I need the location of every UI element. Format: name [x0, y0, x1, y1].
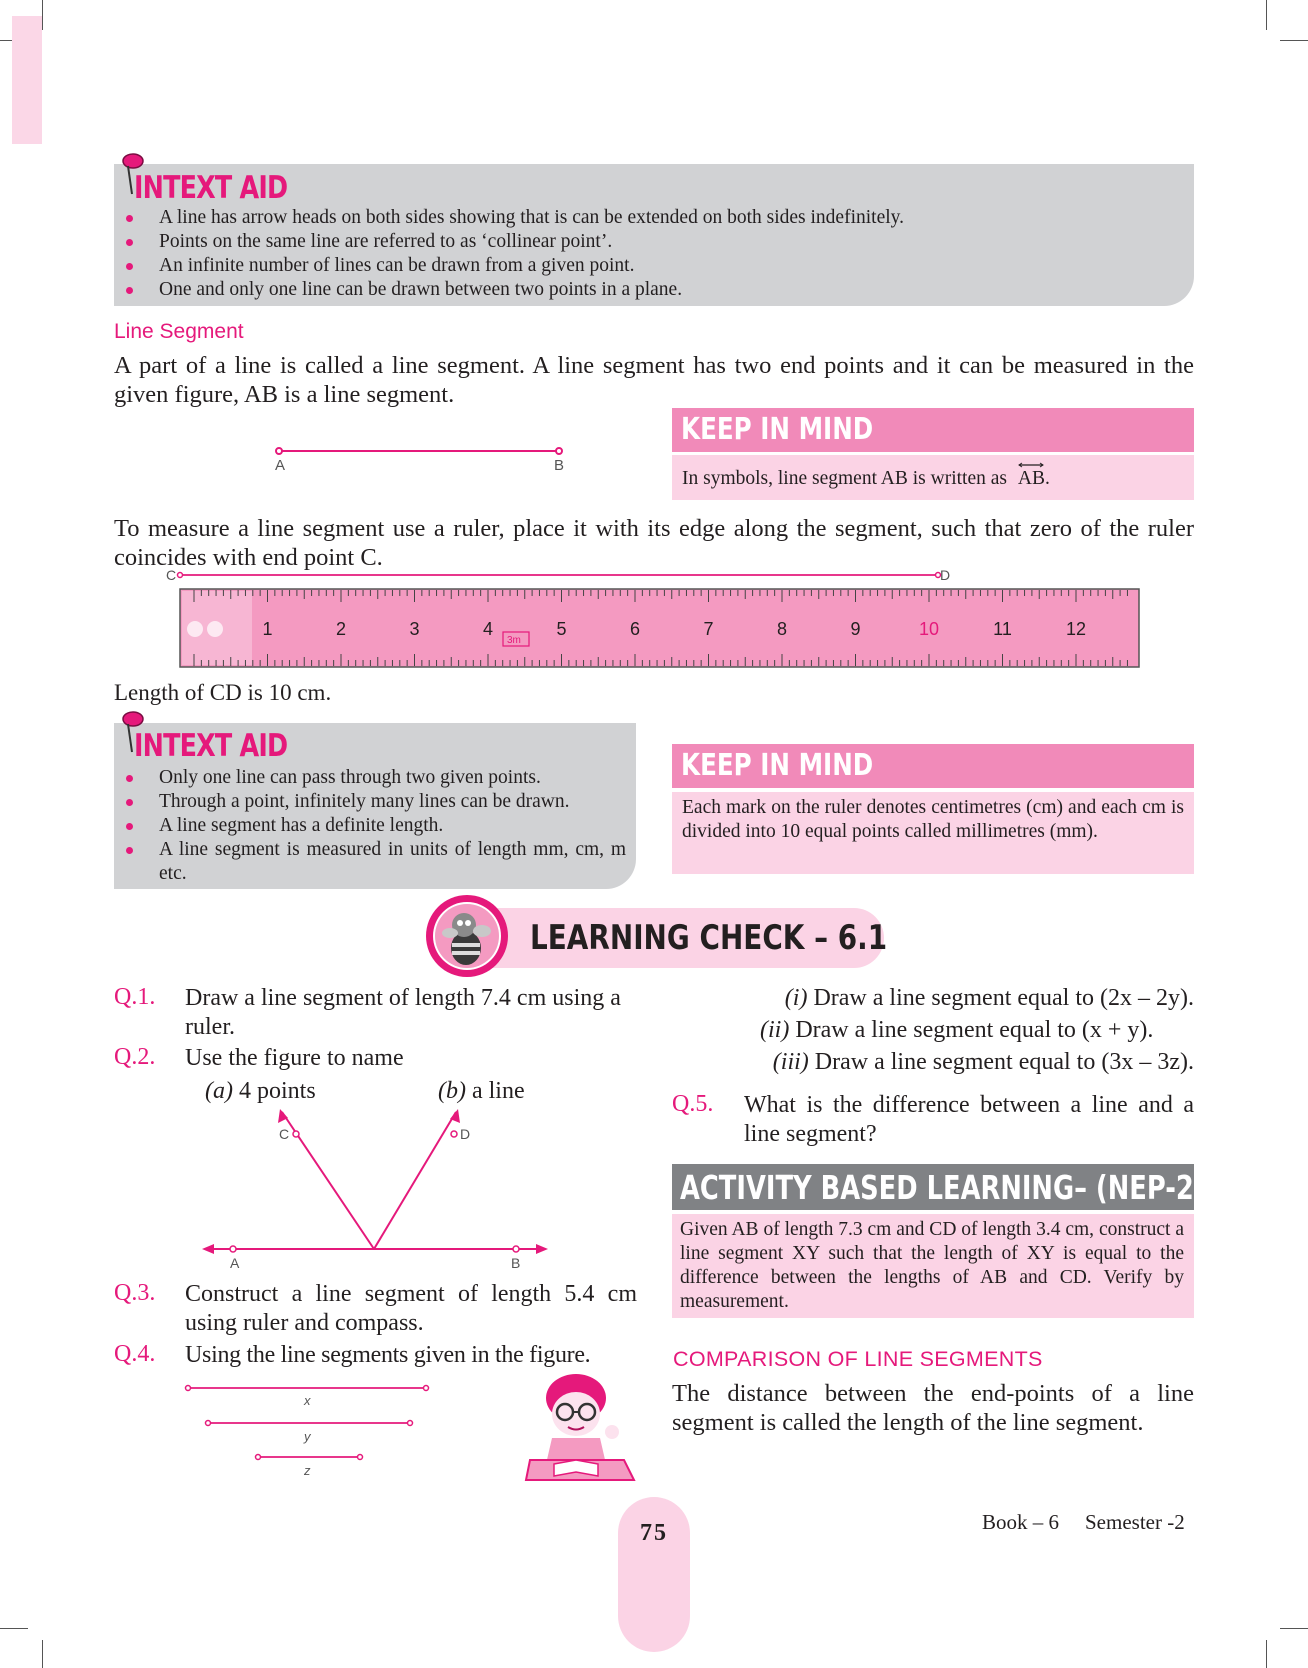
ruler-hole: [187, 621, 203, 637]
question-text: Use the figure to name: [185, 1045, 404, 1071]
ruler-number: 3: [409, 619, 420, 639]
line-segment-ab-figure: [262, 440, 582, 476]
ruler-number: 12: [1065, 619, 1087, 639]
ruler-number: 11: [993, 619, 1012, 639]
list-item: Through a point, infinitely many lines can be drawn.: [114, 790, 626, 814]
point-label-c: C: [279, 1126, 290, 1142]
intext-aid-list: [114, 766, 626, 886]
sub-label: (b): [438, 1078, 466, 1104]
ruler-number: 7: [703, 619, 714, 639]
page-edge-tab: [12, 16, 42, 144]
activity-title: ACTIVITY BASED LEARNING– (NEP-2020): [680, 1168, 1260, 1207]
list-item: One and only one line can be drawn between two points in a plane.: [114, 278, 1174, 302]
question-number: Q.3.: [114, 1280, 156, 1306]
sub-text: Draw a line segment equal to (2x – 2y).: [813, 985, 1194, 1011]
segment-symbol-text: AB: [1017, 468, 1045, 489]
list-item: A line has arrow heads on both sides showing that is can be extended on both sides indefinitely.: [114, 206, 1174, 230]
sub-label: (a): [205, 1078, 233, 1104]
sub-text: Draw a line segment equal to (x + y).: [795, 1017, 1154, 1043]
point-label-d: D: [940, 567, 951, 583]
point-label-a: A: [230, 1255, 240, 1271]
keep-in-mind-title: KEEP IN MIND: [681, 748, 874, 783]
crop-mark: [1266, 0, 1267, 30]
point-label-a: A: [275, 457, 286, 474]
question-text: Draw a line segment of length 7.4 cm using a ruler.: [185, 985, 621, 1040]
paragraph: To measure a line segment use a ruler, place it with its edge along the segment, such that zero of the ruler coincides with end point C.: [114, 515, 1194, 571]
question-text: Using the line segments given in the figure.: [185, 1342, 591, 1368]
crop-mark: [1266, 1640, 1267, 1668]
keep-in-mind-body: Each mark on the ruler denotes centimetres (cm) and each cm is divided into 10 equal points called millimetres (mm).: [672, 792, 1194, 874]
ruler-number: 8: [776, 619, 788, 639]
segment-label-z: z: [304, 1463, 311, 1478]
ruler-number: 2: [335, 619, 347, 639]
list-item: A line segment has a definite length.: [114, 814, 626, 838]
sub-question-ii: [760, 1016, 1153, 1045]
intext-aid-list: [114, 206, 1174, 302]
sub-question-a: [205, 1077, 316, 1106]
point-label-c: C: [166, 567, 177, 583]
crop-mark: [1280, 40, 1308, 41]
footer-book: Book – 6: [982, 1510, 1060, 1534]
list-item: An infinite number of lines can be drawn from a given point.: [114, 254, 1174, 278]
list-item: A line segment is measured in units of length mm, cm, m etc.: [114, 838, 626, 886]
student-reading-icon: [524, 1372, 636, 1486]
intext-aid-title: INTEXT AID: [134, 170, 288, 206]
section-heading: COMPARISON OF LINE SEGMENTS: [673, 1347, 1043, 1371]
crop-mark: [0, 1628, 28, 1629]
keep-in-mind-text: In symbols, line segment AB is written as: [682, 468, 1007, 489]
question-number: Q.1.: [114, 984, 156, 1010]
paragraph: A part of a line is called a line segment. A line segment has two end points and it can be measured in the given figure, AB is a line segment.: [114, 352, 1194, 408]
question-text: What is the difference between a line and a line segment?: [744, 1092, 1194, 1147]
sub-question-i: [672, 984, 1194, 1013]
point-label-b: B: [554, 457, 565, 474]
question-number: Q.2.: [114, 1044, 156, 1070]
intext-aid-title: INTEXT AID: [134, 728, 288, 764]
ruler-brand: 3m: [507, 635, 521, 646]
ruler-figure: [160, 566, 1150, 672]
point-label-d: D: [460, 1126, 471, 1142]
ruler-number: 5: [556, 619, 567, 639]
keep-in-mind-period: .: [1044, 468, 1050, 489]
sub-text: a line: [471, 1078, 525, 1104]
keep-in-mind-body: [672, 455, 1194, 500]
crop-mark: [42, 0, 43, 30]
segment-label-y: y: [304, 1429, 311, 1444]
angle-figure: [200, 1108, 552, 1272]
crop-mark: [1280, 1628, 1308, 1629]
section-heading: Line Segment: [114, 320, 244, 343]
crop-mark: [42, 1640, 43, 1668]
ruler-number: 4: [482, 619, 494, 639]
ruler-number: 1: [262, 619, 273, 639]
list-item: Only one line can pass through two given points.: [114, 766, 626, 790]
length-statement: Length of CD is 10 cm.: [114, 680, 332, 705]
question-number: Q.5.: [672, 1091, 714, 1117]
page-number: 75: [640, 1520, 668, 1546]
question-text: Construct a line segment of length 5.4 cm using ruler and compass.: [185, 1281, 637, 1336]
point-label-b: B: [511, 1255, 521, 1271]
footer-semester: Semester -2: [1085, 1510, 1185, 1534]
learning-check-title: LEARNING CHECK – 6.1: [530, 918, 888, 958]
ruler-number: 9: [850, 619, 861, 639]
paragraph: The distance between the end-points of a line segment is called the length of the line segment.: [672, 1380, 1194, 1436]
list-item: Points on the same line are referred to as ‘collinear point’.: [114, 230, 1174, 254]
activity-body: Given AB of length 7.3 cm and CD of length 3.4 cm, construct a line segment XY such that the length of XY is equal to the difference between the lengths of AB and CD. Verify by measurement.: [672, 1214, 1194, 1318]
segments-xyz-figure: [180, 1378, 440, 1478]
sub-question-b: [438, 1077, 525, 1106]
sub-label: (ii): [760, 1017, 790, 1043]
sub-question-iii: [672, 1048, 1194, 1077]
sub-label: (iii): [772, 1049, 809, 1075]
sub-label: (i): [784, 985, 808, 1011]
segment-symbol: [1018, 467, 1045, 491]
sub-text: 4 points: [238, 1078, 316, 1104]
ruler-hole: [207, 621, 223, 637]
question-number: Q.4.: [114, 1341, 156, 1367]
bee-mascot-icon: [424, 893, 510, 979]
segment-label-x: x: [304, 1393, 311, 1408]
ruler-number: 6: [629, 619, 641, 639]
sub-text: Draw a line segment equal to (3x – 3z).: [814, 1049, 1194, 1075]
keep-in-mind-title: KEEP IN MIND: [681, 412, 874, 447]
overline-arrow-icon: [1018, 462, 1044, 468]
ruler-number: 10: [918, 619, 940, 639]
